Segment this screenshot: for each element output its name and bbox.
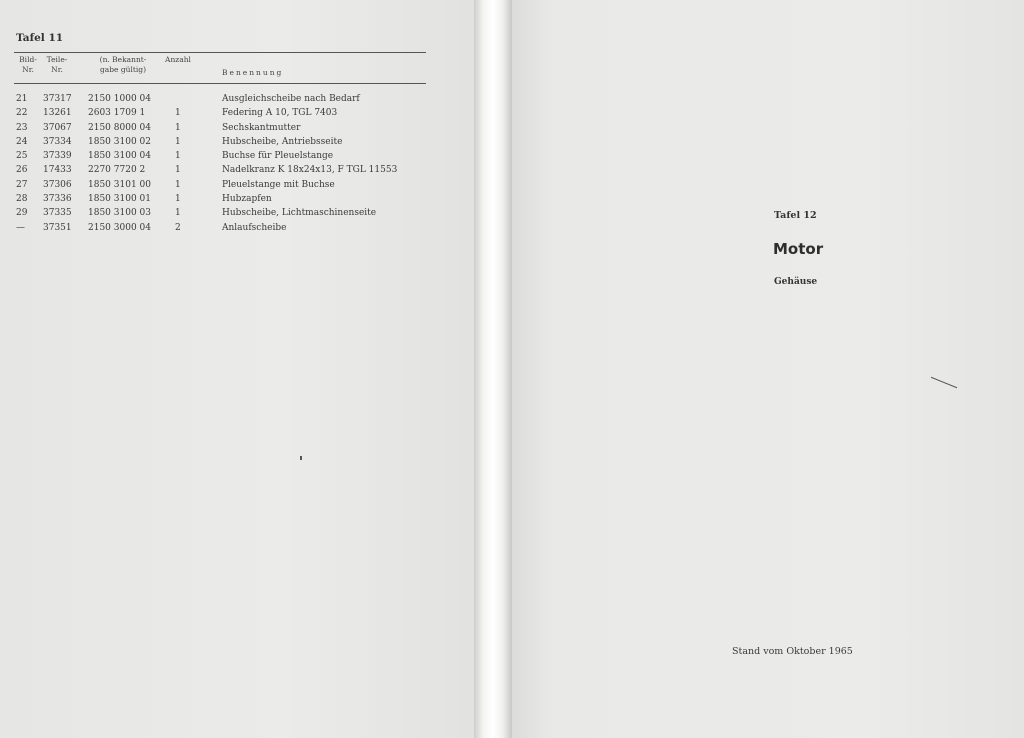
book-gutter: [474, 0, 512, 738]
cell-bekanntgabe: 1850 3100 03: [88, 208, 151, 219]
cell-bekanntgabe: 1850 3100 02: [88, 136, 151, 147]
cell-bekanntgabe: 1850 3101 00: [88, 179, 151, 190]
right-page: [512, 0, 1024, 738]
cell-bild-nr: 23: [16, 122, 28, 133]
cell-benennung: Hubscheibe, Lichtmaschinenseite: [222, 208, 377, 219]
table-row: [0, 108, 474, 122]
cell-bild-nr: 29: [16, 208, 28, 219]
cell-bekanntgabe: 1850 3100 04: [88, 151, 151, 162]
table-row: [0, 180, 474, 194]
cell-bekanntgabe: 2150 8000 04: [88, 122, 151, 133]
cell-bild-nr: 28: [16, 194, 28, 205]
table-row: [0, 208, 474, 222]
cell-anzahl: 2: [175, 222, 181, 233]
cell-teile-nr: 37336: [43, 194, 72, 205]
paper-mark: [300, 456, 302, 460]
cell-anzahl: 1: [175, 208, 181, 219]
cell-benennung: Anlaufscheibe: [222, 222, 287, 233]
table-row: [0, 137, 474, 151]
cell-teile-nr: 37317: [43, 94, 72, 104]
table-top-rule: [14, 52, 426, 53]
cell-bild-nr: 24: [16, 136, 28, 147]
cell-anzahl: 1: [175, 194, 181, 205]
table-header-rule: [14, 83, 426, 84]
cell-benennung: Sechskantmutter: [222, 122, 301, 133]
cell-anzahl: 1: [175, 136, 181, 147]
cell-anzahl: 1: [175, 151, 181, 162]
cell-bild-nr: —: [16, 222, 25, 233]
cell-teile-nr: 37351: [43, 222, 72, 233]
cell-bekanntgabe: 2150 1000 04: [88, 94, 151, 104]
cell-benennung: Pleuelstange mit Buchse: [222, 179, 335, 190]
table-row: [0, 165, 474, 179]
cell-bild-nr: 22: [16, 108, 28, 119]
tafel-12-heading: Tafel 12: [774, 210, 817, 221]
cell-anzahl: 1: [175, 108, 181, 119]
cell-benennung: Federing A 10, TGL 7403: [222, 108, 338, 119]
cell-benennung: Hubzapfen: [222, 194, 272, 205]
header-bekanntgabe: (n. Bekannt- gabe gültig): [99, 55, 147, 74]
cell-anzahl: 1: [175, 179, 181, 190]
cell-bekanntgabe: 2603 1709 1: [88, 108, 146, 119]
parts-table: [0, 94, 474, 237]
cell-bekanntgabe: 2150 3000 04: [88, 222, 151, 233]
header-anzahl: Anzahl: [165, 55, 191, 64]
cell-bild-nr: 26: [16, 165, 28, 176]
section-subtitle: Gehäuse: [774, 277, 818, 287]
tafel-11-heading: Tafel 11: [16, 32, 64, 44]
cell-bild-nr: 27: [16, 179, 28, 190]
table-row: [0, 151, 474, 165]
cell-teile-nr: 37339: [43, 151, 72, 162]
date-note: Stand vom Oktober 1965: [732, 646, 853, 657]
cell-teile-nr: 37306: [43, 179, 72, 190]
header-teile-nr: Teile- Nr.: [46, 55, 68, 74]
cell-teile-nr: 37335: [43, 208, 72, 219]
table-row: [0, 223, 474, 237]
cell-benennung: Nadelkranz K 18x24x13, F TGL 11553: [222, 165, 398, 176]
table-row: [0, 194, 474, 208]
cell-teile-nr: 13261: [43, 108, 72, 119]
header-benennung: Benennung: [222, 68, 284, 77]
section-title: Motor: [773, 240, 824, 258]
cell-benennung: Hubscheibe, Antriebsseite: [222, 136, 343, 147]
cell-benennung: Buchse für Pleuelstange: [222, 151, 334, 162]
cell-anzahl: 1: [175, 122, 181, 133]
cell-benennung: Ausgleichscheibe nach Bedarf: [222, 94, 360, 104]
cell-bild-nr: 21: [16, 94, 28, 104]
cell-bild-nr: 25: [16, 151, 28, 162]
header-bild-nr: Bild- Nr.: [19, 55, 37, 74]
cell-anzahl: 1: [175, 165, 181, 176]
cell-bekanntgabe: 2270 7720 2: [88, 165, 146, 176]
cell-teile-nr: 37067: [43, 122, 72, 133]
cell-teile-nr: 37334: [43, 136, 72, 147]
table-row: [0, 123, 474, 137]
table-row: [0, 94, 474, 108]
cell-bekanntgabe: 1850 3100 01: [88, 194, 151, 205]
cell-teile-nr: 17433: [43, 165, 72, 176]
